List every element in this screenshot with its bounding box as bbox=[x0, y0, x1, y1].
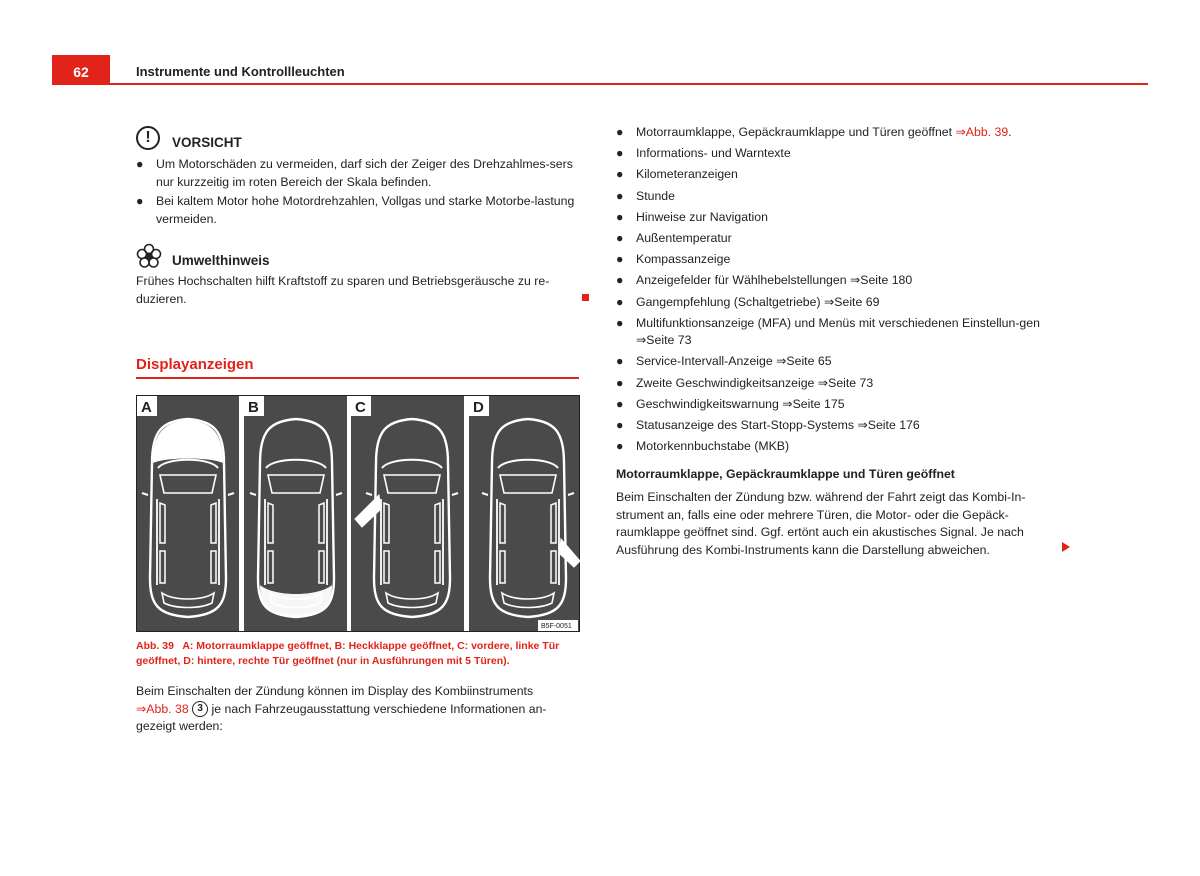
figure-link[interactable]: ⇒Abb. 39 bbox=[955, 125, 1009, 139]
panel-d bbox=[469, 396, 579, 631]
flower-icon bbox=[136, 243, 162, 269]
bullet-icon: ● bbox=[616, 396, 624, 411]
list-item-text: Kompassanzeige bbox=[636, 252, 731, 267]
list-item bbox=[616, 438, 1056, 456]
list-item-text: Service-Intervall-Anzeige ⇒Seite 65 bbox=[636, 354, 832, 369]
caution-item bbox=[136, 156, 576, 191]
list-item-text: Motorraumklappe, Gepäckraumklappe und Türen geöffnet ⇒Abb. 39. bbox=[636, 125, 1012, 139]
caution-item-text: Bei kaltem Motor hohe Motordrehzahlen, Vollgas und starke Motorbe-lastung vermeiden. bbox=[156, 194, 575, 226]
section-title: Displayanzeigen bbox=[136, 356, 254, 373]
figure-caption-text: A: Motorraumklappe geöffnet, B: Heckklappe geöffnet, C: vordere, linke Tür geöffnet, D: hintere, rechte Tür geöffnet (nur in Ausführungen mit 5 Türen). bbox=[136, 640, 560, 667]
list-item-text: Kilometeranzeigen bbox=[636, 167, 738, 182]
list-item bbox=[616, 145, 1056, 163]
caution-item bbox=[136, 193, 576, 228]
caution-list bbox=[136, 156, 576, 230]
subsection-title: Motorraumklappe, Gepäckraumklappe und Türen geöffnet bbox=[616, 467, 955, 481]
list-item-text: Geschwindigkeitswarnung ⇒Seite 175 bbox=[636, 396, 845, 411]
intro-text-after: je nach Fahrzeugausstattung verschiedene Informationen an-gezeigt werden: bbox=[136, 701, 547, 733]
bullet-icon: ● bbox=[616, 294, 624, 309]
section-rule bbox=[136, 377, 579, 379]
bullet-icon: ● bbox=[616, 188, 624, 203]
bullet-icon: ● bbox=[616, 417, 624, 432]
bullet-icon: ● bbox=[616, 273, 624, 288]
list-item bbox=[616, 272, 1056, 290]
continue-arrow-icon bbox=[1062, 542, 1070, 552]
bullet-icon: ● bbox=[136, 157, 144, 171]
caution-title: VORSICHT bbox=[172, 135, 242, 150]
list-item-text: Statusanzeige des Start-Stopp-Systems ⇒Seite 176 bbox=[636, 417, 920, 432]
bullet-icon: ● bbox=[616, 125, 624, 139]
list-item-text: Anzeigefelder für Wählhebelstellungen ⇒Seite 180 bbox=[636, 273, 913, 288]
bullet-icon: ● bbox=[616, 252, 624, 267]
list-item-text: Hinweise zur Navigation bbox=[636, 209, 768, 224]
list-item-text: Gangempfehlung (Schaltgetriebe) ⇒Seite 69 bbox=[636, 294, 880, 309]
list-item bbox=[616, 315, 1056, 350]
list-item bbox=[616, 230, 1056, 248]
callout-number-icon: 3 bbox=[192, 701, 208, 717]
environment-text: Frühes Hochschalten hilft Kraftstoff zu sparen und Betriebsgeräusche zu re-duzieren. bbox=[136, 274, 550, 306]
bullet-icon: ● bbox=[616, 315, 624, 330]
bullet-icon: ● bbox=[616, 230, 624, 245]
panel-label-a: A bbox=[141, 399, 152, 416]
list-item-text: Stunde bbox=[636, 188, 675, 203]
list-item bbox=[616, 166, 1056, 184]
bullet-icon: ● bbox=[616, 354, 624, 369]
bullet-icon: ● bbox=[136, 194, 144, 208]
intro-paragraph bbox=[136, 683, 580, 736]
header-rule bbox=[110, 83, 1148, 85]
header-title: Instrumente und Kontrollleuchten bbox=[136, 64, 345, 79]
list-item-text: Motorkennbuchstabe (MKB) bbox=[636, 439, 790, 454]
list-item-text: Multifunktionsanzeige (MFA) und Menüs mit verschiedenen Einstellun-gen ⇒Seite 73 bbox=[636, 315, 1040, 348]
subsection-text: Beim Einschalten der Zündung bzw. während der Fahrt zeigt das Kombi-In-strument an, falls eine oder mehrere Türen, die Motor- oder die Gepäck-raumklappe geöffnet sind. Ggf. ertönt auch ein akustisches Signal. Je nach Ausführung des Kombi-Instruments kann die Darstellung abweichen. bbox=[616, 490, 1026, 557]
page-number: 62 bbox=[52, 55, 110, 85]
panel-label-c: C bbox=[355, 399, 366, 416]
list-item bbox=[616, 417, 1056, 435]
figure-caption-label: Abb. 39 bbox=[136, 640, 174, 652]
list-item bbox=[616, 188, 1056, 206]
bullet-icon: ● bbox=[616, 167, 624, 182]
bullet-icon: ● bbox=[616, 375, 624, 390]
figure-caption bbox=[136, 639, 580, 668]
list-item bbox=[616, 251, 1056, 269]
caution-item-text: Um Motorschäden zu vermeiden, darf sich der Zeiger des Drehzahlmes-sers nur kurzzeitig im roten Bereich der Skala befinden. bbox=[156, 157, 573, 189]
list-item bbox=[616, 396, 1056, 414]
figure-link[interactable]: ⇒Abb. 38 bbox=[136, 701, 189, 716]
figure-code: B5F-0051 bbox=[541, 623, 572, 630]
bullet-icon: ● bbox=[616, 209, 624, 224]
bullet-icon: ● bbox=[616, 146, 624, 161]
section-end-marker bbox=[582, 294, 589, 301]
panel-label-b: B bbox=[248, 399, 259, 416]
panel-label-d: D bbox=[473, 399, 484, 416]
list-item bbox=[616, 124, 1056, 142]
info-list bbox=[616, 124, 1056, 459]
bullet-icon: ● bbox=[616, 439, 624, 454]
list-item-text: Zweite Geschwindigkeitsanzeige ⇒Seite 73 bbox=[636, 375, 874, 390]
intro-text-before: Beim Einschalten der Zündung können im Display des Kombiinstruments bbox=[136, 684, 534, 698]
exclamation-icon: ! bbox=[136, 126, 160, 150]
list-item bbox=[616, 209, 1056, 227]
environment-title: Umwelthinweis bbox=[172, 253, 270, 268]
list-item bbox=[616, 353, 1056, 371]
figure-car-diagrams bbox=[136, 395, 580, 632]
list-item bbox=[616, 375, 1056, 393]
list-item-text: Außentemperatur bbox=[636, 230, 732, 245]
list-item bbox=[616, 294, 1056, 312]
list-item-text: Informations- und Warntexte bbox=[636, 146, 791, 161]
